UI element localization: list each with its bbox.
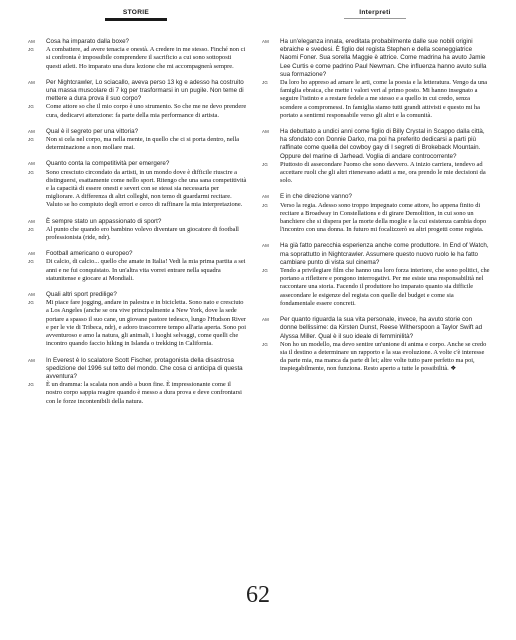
right-column: [262, 38, 490, 374]
interview-question: [28, 79, 247, 104]
speaker-initials: AM: [28, 161, 35, 167]
interview-answer: [262, 341, 490, 374]
paragraph-gap: [262, 234, 490, 242]
interview-answer: [262, 267, 490, 308]
answer-text: Mi piace fare jogging, andare in palestra e in bicicletta. Sono nato e cresciuto a Los Angeles (anche se ora vive principalmente a New York, dove la sede portare a spasso il suo cane, un giovane pastore tedesco, lungo l'Hudson River e per le vie di Tribeca, ndr), e adoro trascorrere tempo all'aria aperta. Sono poi avventuroso e amo la natura, gli animali, i luoghi selvaggi, come quelli che incontro quando faccio hiking in Islanda o trekking in California.: [46, 299, 247, 348]
question-text: Quanto conta la competitività per emergere?: [46, 160, 170, 168]
speaker-initials: JG: [262, 341, 269, 347]
speaker-initials: JG: [28, 169, 35, 175]
section-rule: [105, 18, 167, 21]
speaker-initials: AM: [262, 243, 269, 249]
paragraph-gap: [28, 71, 247, 79]
speaker-initials: AM: [262, 129, 269, 135]
interview-answer: [28, 169, 247, 210]
speaker-initials: JG: [28, 226, 35, 232]
speaker-initials: AM: [28, 39, 35, 44]
question-text: Per Nightcrawler, Lo sciacallo, aveva perso 13 kg e adesso ha costruito una massa muscolare di 7 kg per trasformarsi in un pugile. Non teme di mettere a dura prova il suo corpo?: [46, 78, 244, 103]
speaker-initials: JG: [28, 137, 35, 143]
speaker-initials: AM: [262, 194, 269, 200]
question-text: Per quanto riguarda la sua vita personale, invece, ha avuto storie con donne bellissime: da Kirsten Dunst, Reese Witherspoon a Taylor Swift ad Alyssa Miller. Qual è il suo ideale di femminilità?: [280, 316, 483, 340]
interview-question: [28, 291, 247, 299]
question-text: Cosa ha imparato dalla boxe?: [46, 38, 130, 45]
interview-question: [262, 193, 490, 201]
interview-answer: [28, 381, 247, 406]
section-header-left: [30, 9, 242, 25]
speaker-initials: AM: [28, 292, 35, 298]
paragraph-gap: [28, 349, 247, 357]
speaker-initials: JG: [28, 47, 35, 53]
paragraph-gap: [28, 210, 247, 218]
speaker-initials: JG: [262, 202, 269, 208]
question-text: Qual è il segreto per una vittoria?: [46, 127, 139, 135]
section-title-interpreti: Interpreti: [359, 9, 391, 16]
speaker-initials: AM: [28, 128, 35, 134]
question-text: E in che direzione vanno?: [280, 193, 352, 201]
speaker-initials: AM: [262, 317, 269, 323]
question-text: Football americano o europeo?: [46, 250, 133, 258]
speaker-initials: JG: [28, 259, 35, 265]
interview-answer: [262, 161, 490, 186]
speaker-initials: AM: [28, 218, 35, 224]
interview-question: [262, 242, 490, 267]
paragraph-gap: [28, 242, 247, 250]
question-text: È sempre stato un appassionato di sport?: [46, 217, 162, 225]
interview-question: [28, 128, 247, 136]
interview-question: [28, 250, 247, 258]
speaker-initials: AM: [28, 251, 35, 257]
speaker-initials: AM: [28, 79, 35, 85]
left-column: [28, 38, 247, 406]
interview-question: [28, 38, 247, 46]
speaker-initials: JG: [262, 268, 269, 274]
paragraph-gap: [262, 185, 490, 193]
answer-text: Piuttosto di assecondare l'uomo che sono davvero. A inizio carriera, tendevo ad accettare ruoli che gli altri ritenevano adatti a me, ora prendo le mie decisioni da solo.: [280, 160, 486, 185]
section-header-right: [262, 9, 488, 25]
interview-answer: [28, 299, 247, 348]
interview-answer: [28, 258, 247, 283]
answer-text: Verso la regia. Adesso sono troppo impegnato come attore, ho appena finito di recitare a Broadway in Constellations e di girare Demolition, in cui sono un banchiere che si dispera per la morte della moglie e la cui esistenza cambia dopo l'incontro con una donna. In futuro mi focalizzerò su altri progetti come regista.: [280, 201, 487, 234]
answer-text: A combattere, ad avere tenacia e onestà. A credere in me stesso. Finché non ci si confronta è impossibile comprendere il sacrificio a cui sono sottoposti questi atleti. Ho imparato una dura lezione che mi accompagnerà sempre.: [46, 46, 246, 70]
question-text: Ha già fatto parecchia esperienza anche come produttore. In End of Watch, ma soprattutto in Nightcrawler. Assumere questo nuovo ruolo le ha fatto cambiare punto di vista sul cinema?: [280, 242, 489, 266]
question-text: In Everest è lo scalatore Scott Fischer, protagonista della disastrosa spedizione del 1996 sul tetto del mondo. Che cosa ci anticipa di questa avventura?: [46, 356, 243, 380]
interview-question: [262, 128, 490, 161]
interview-question: [28, 160, 247, 168]
answer-text: Sono cresciuto circondato da artisti, in un mondo dove è difficile riuscire a distinguersi, esattamente come nello sport. Ritengo che una sana competitività e la capacità di essere onesti e severi con se stessi sia necessaria per migliorare. A differenza di altri colleghi, non temo di guardarmi recitare. Valuto se ho compiuto degli errori e cerco di raffinare la mia interpretazione.: [46, 168, 247, 209]
section-rule: [344, 18, 406, 19]
answer-text: Al punto che quando ero bambino volevo diventare un giocatore di football professionista (ride, ndr).: [46, 225, 239, 242]
speaker-initials: JG: [28, 382, 35, 388]
answer-text: Non si cela nel corpo, ma nella mente, in quello che ci si porta dentro, nella determinazione a non mollare mai.: [46, 136, 240, 152]
speaker-initials: JG: [262, 80, 269, 86]
question-text: Ha un'eleganza innata, ereditata probabilmente dalle sue nobili origini ebraiche e svedesi. È figlio del regista Stephen e della sceneggiatrice Naomi Foner. Sua sorella Maggie è attrice. Come madrina ha avuto Jamie Lee Curtis e come padrino Paul Newman. Che influenza hanno avuto sulla sua formazione?: [280, 38, 487, 78]
answer-text: Tendo a privilegiare film che hanno una loro forza interiore, che sono politici, che portano a riflettere e pongono interrogativi. Per me esiste una responsabilità nel raccontare una storia. Facendo il produttore ho imparato quanto sia difficile assecondare le esigenze del regista con quelle del budget e come sia fondamentale essere concreti.: [280, 267, 490, 307]
speaker-initials: AM: [28, 357, 35, 363]
answer-text: Come attore so che il mio corpo è uno strumento. So che me ne devo prendere cura, dedicarvi attenzione: fa parte della mia performance di artista.: [46, 103, 247, 119]
speaker-initials: JG: [262, 161, 269, 167]
paragraph-gap: [262, 308, 490, 316]
speaker-initials: AM: [262, 39, 269, 44]
interview-answer: [28, 46, 247, 71]
interview-answer: [28, 226, 247, 242]
interview-question: [262, 316, 490, 341]
speaker-initials: JG: [28, 300, 35, 306]
interview-question: [262, 38, 490, 79]
answer-text: Da loro ho appreso ad amare le arti, come la poesia e la letteratura. Vengo da una famiglia ebraica, che mette i valori veri al primo posto. Mi hanno insegnato a seguire l'istinto e a restare fedele a me stesso e a quello in cui credo, senza scendere a compromessi. In famiglia siamo tutti grandi attivisti e questo mi ha portato a sentirmi responsabile verso gli altri e la comunità.: [280, 79, 488, 119]
interview-answer: [262, 202, 490, 235]
section-title-storie: STORIE: [122, 9, 150, 16]
paragraph-gap: [28, 283, 247, 291]
interview-question: [28, 218, 247, 226]
interview-answer: [262, 79, 490, 120]
question-text: Ha debuttato a undici anni come figlio di Billy Crystal in Scappo dalla città, ha sfondato con Donnie Darko, ma poi ha preferito dedicarsi a parti più raffinate come quella del cowboy gay di I segreti di Brokeback Mountain. Oppure del marine di Jarhead. Voglia di andare controcorrente?: [280, 128, 485, 160]
interview-answer: [28, 103, 247, 119]
paragraph-gap: [262, 120, 490, 128]
speaker-initials: JG: [28, 104, 35, 110]
answer-text: È un dramma: la scalata non andò a buon fine. È impressionante come il nostro corpo sappia reagire quando è messo a dura prova e deve confrontarsi con le forze incontenibili della natura.: [46, 381, 242, 405]
paragraph-gap: [28, 120, 247, 128]
answer-text: Di calcio, di calcio... quello che amate in Italia! Vedi la mia prima partita a sei anni e ne fui conquistato. In un'altra vita vorrei entrare nella squadra statunitense e giocare ai Mondiali.: [46, 258, 246, 282]
paragraph-gap: [28, 152, 247, 160]
page-number: 62: [246, 582, 270, 608]
question-text: Quali altri sport predilige?: [46, 291, 117, 299]
answer-text: Non ho un modello, ma devo sentire un'unione di anima e corpo. Anche se credo sia il destino a determinare un rapporto e la sua evoluzione. A volte c'è interesse da parte mia, ma manca da parte di lei; altre volte tutto pare perfetto ma poi, inspiegabilmente, non funziona. Resto aperto a tutte le possibilità. ❖: [280, 340, 487, 373]
interview-question: [28, 357, 247, 382]
interview-answer: [28, 136, 247, 152]
